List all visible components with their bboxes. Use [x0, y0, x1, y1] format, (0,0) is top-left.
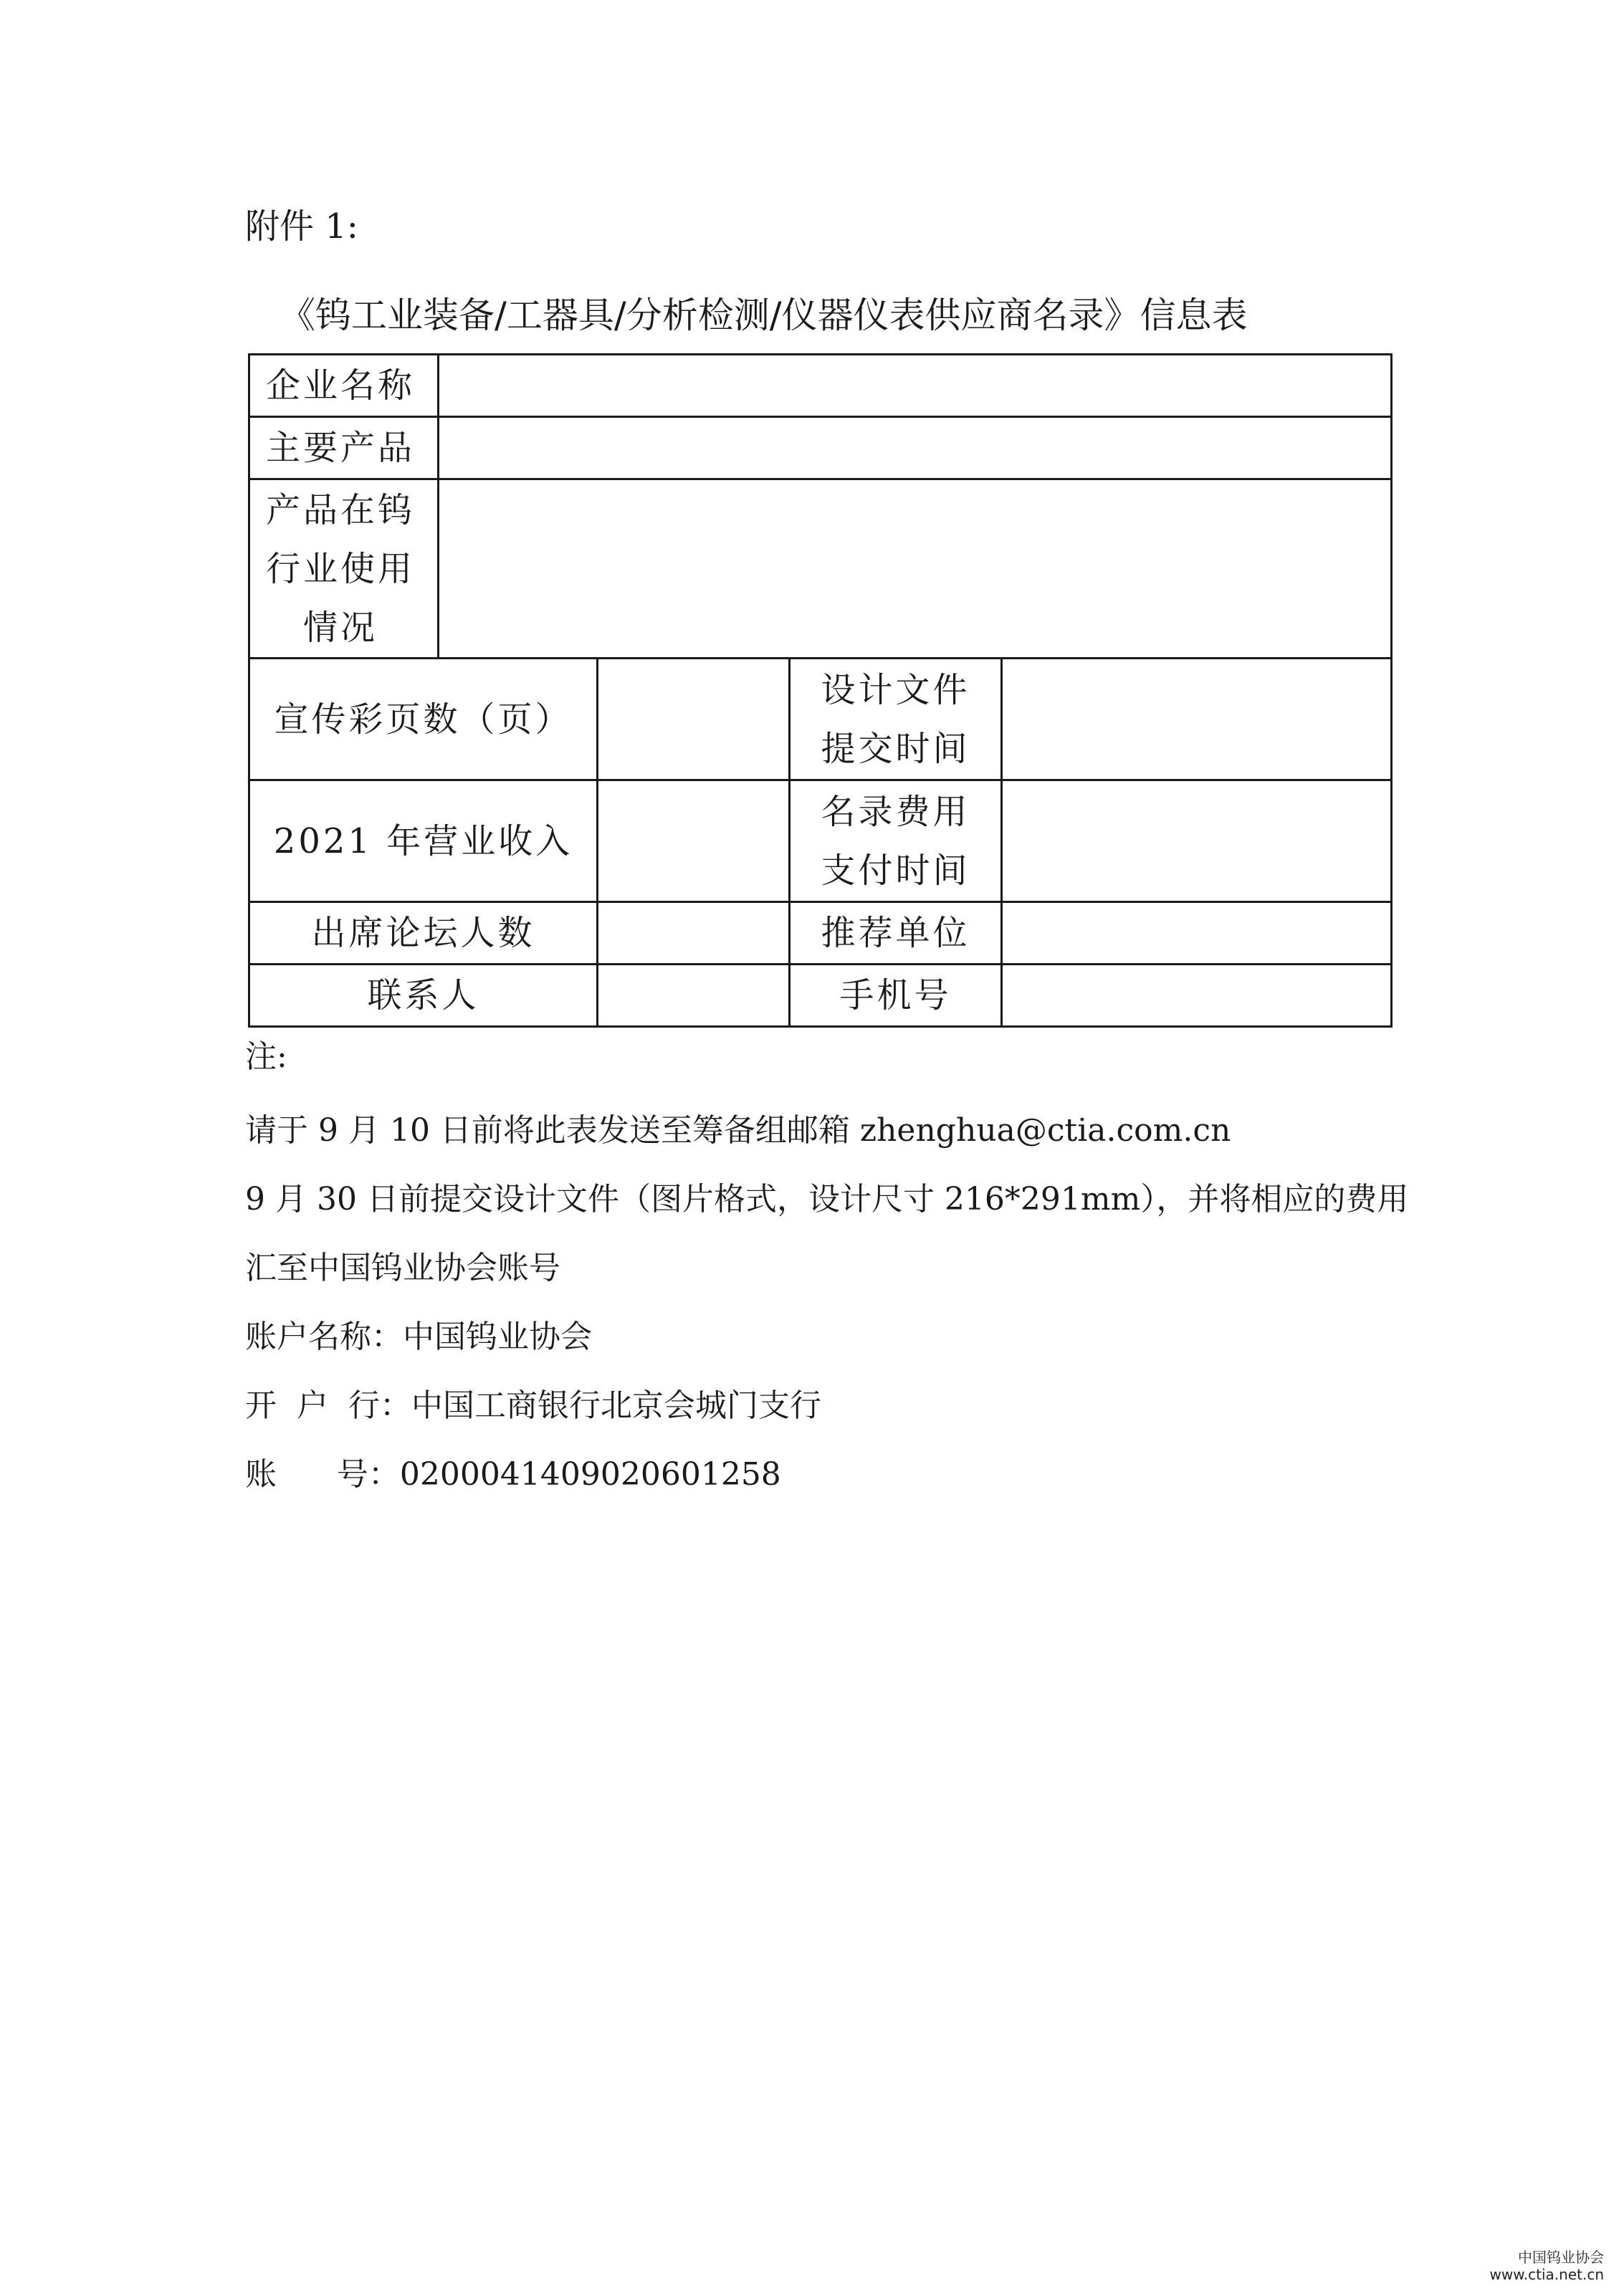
- contact-field[interactable]: [598, 965, 790, 1027]
- revenue-field[interactable]: [598, 780, 790, 902]
- design-submit-field[interactable]: [1002, 659, 1392, 780]
- watermark-url: www.ctia.net.cn: [1489, 2266, 1604, 2283]
- note-bank: 开 户 行：中国工商银行北京会城门支行: [245, 1387, 821, 1424]
- attachment-label: 附件 1:: [245, 206, 358, 247]
- phone-field[interactable]: [1002, 965, 1392, 1027]
- row-revenue: [249, 780, 1392, 902]
- usage-label-line-2: 行业使用: [266, 548, 416, 589]
- usage-field[interactable]: [439, 479, 1392, 659]
- brochure-pages-label: 宣传彩页数（页）: [249, 659, 598, 780]
- usage-label-line-1: 产品在钨: [266, 489, 416, 530]
- info-table: [248, 353, 1393, 1028]
- fee-payment-label-line-1: 名录费用: [821, 791, 970, 832]
- usage-label-line-3: 情况: [303, 607, 378, 648]
- design-submit-label: [790, 659, 1002, 780]
- main-products-field[interactable]: [439, 417, 1392, 479]
- design-submit-label-line-1: 设计文件: [821, 669, 970, 710]
- fee-payment-field[interactable]: [1002, 780, 1392, 902]
- recommender-label: 推荐单位: [790, 902, 1002, 965]
- row-brochure: [249, 659, 1392, 780]
- note-remit-fee: 汇至中国钨业协会账号: [245, 1250, 560, 1286]
- row-main-products: [249, 417, 1392, 479]
- fee-payment-label: [790, 780, 1002, 902]
- form-title: 《钨工业装备/工器具/分析检测/仪器仪表供应商名录》信息表: [280, 295, 1248, 336]
- note-account-name: 账户名称：中国钨业协会: [245, 1319, 592, 1355]
- brochure-pages-field[interactable]: [598, 659, 790, 780]
- row-contact: [249, 965, 1392, 1027]
- row-forum: [249, 902, 1392, 965]
- company-name-label: 企业名称: [249, 355, 439, 417]
- main-products-label: 主要产品: [249, 417, 439, 479]
- notes-section: [245, 1032, 1409, 1509]
- phone-label: 手机号: [790, 965, 1002, 1027]
- watermark-name: 中国钨业协会: [1518, 2249, 1604, 2266]
- row-company-name: [249, 355, 1392, 417]
- notes-heading: 注:: [245, 1038, 287, 1075]
- note-account-number: 账 号：0200041409020601258: [245, 1456, 781, 1493]
- row-usage: [249, 479, 1392, 659]
- recommender-field[interactable]: [1002, 902, 1392, 965]
- revenue-label: 2021 年营业收入: [249, 780, 598, 902]
- fee-payment-label-line-2: 支付时间: [821, 850, 970, 891]
- contact-label: 联系人: [249, 965, 598, 1027]
- design-submit-label-line-2: 提交时间: [821, 728, 970, 769]
- forum-attendees-label: 出席论坛人数: [249, 902, 598, 965]
- usage-label: [249, 479, 439, 659]
- forum-attendees-field[interactable]: [598, 902, 790, 965]
- company-name-field[interactable]: [439, 355, 1392, 417]
- site-watermark: [1490, 2249, 1604, 2283]
- note-design-deadline: 9 月 30 日前提交设计文件（图片格式，设计尺寸 216*291mm），并将相应的费用: [245, 1181, 1409, 1218]
- note-email-deadline: 请于 9 月 10 日前将此表发送至筹备组邮箱 zhenghua@ctia.com.cn: [245, 1112, 1231, 1149]
